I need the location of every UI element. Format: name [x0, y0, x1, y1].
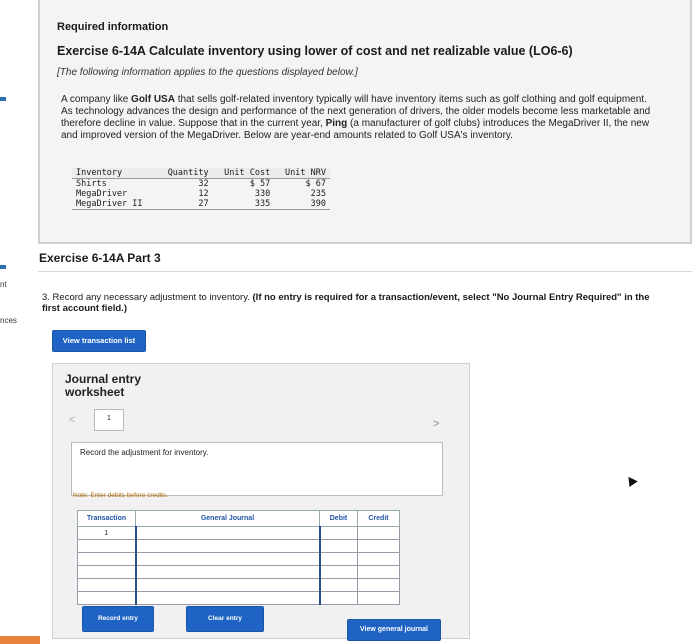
record-entry-button[interactable]: Record entry [82, 606, 154, 632]
required-information-panel [38, 0, 692, 244]
debit-field[interactable] [320, 592, 358, 605]
table-cell: 390 [274, 199, 330, 210]
instruction-text: 3. Record any necessary adjustment to inventory. [42, 292, 253, 303]
instruction-bold: (If no entry is required for a transaction/event, select "No Journal Entry Required" in the first account field.) [42, 292, 650, 314]
table-cell: 12 [198, 189, 209, 199]
table-cell: MegaDriver [76, 189, 128, 199]
body-text: that sells golf-related inventory typically will have inventory items such as golf clothing and golf equipment. As technology advances the design and performance of the next generation of drivers, the older models become less marketable and therefore decline in value. Suppose that in the current year, [61, 94, 651, 129]
journal-row [78, 592, 400, 605]
col-header: Unit NRV [274, 168, 330, 179]
journal-row [78, 553, 400, 566]
table-row [72, 199, 330, 210]
info-body [61, 94, 651, 142]
col-header-credit: Credit [358, 511, 400, 527]
worksheet-title [65, 373, 141, 399]
company-name: Golf USA [131, 94, 175, 105]
table-cell: 235 [310, 189, 326, 199]
journal-row [78, 527, 400, 540]
required-information-label: Required information [57, 21, 169, 33]
account-field[interactable] [136, 566, 320, 579]
journal-entry-worksheet [52, 363, 470, 639]
transaction-cell: 1 [78, 527, 136, 540]
table-cell: 335 [213, 199, 275, 210]
part-title: Exercise 6-14A Part 3 [39, 251, 161, 265]
margin-label-1: nt [0, 280, 7, 289]
exercise-title: Exercise 6-14A Calculate inventory using lower of cost and net realizable value (LO6-6) [57, 44, 573, 58]
info-note: [The following information applies to the questions displayed below.] [57, 67, 358, 78]
debit-field[interactable] [320, 553, 358, 566]
mouse-cursor-icon [624, 474, 637, 487]
margin-dash [0, 265, 6, 269]
left-margin [0, 0, 30, 644]
journal-header-row [78, 511, 400, 527]
table-header-row [72, 168, 330, 179]
table-cell: 32 [198, 179, 209, 189]
credit-field[interactable] [358, 540, 400, 553]
account-field[interactable] [136, 579, 320, 592]
transaction-cell [78, 592, 136, 605]
transaction-cell [78, 566, 136, 579]
debit-field[interactable] [320, 566, 358, 579]
worksheet-title-line: worksheet [65, 385, 125, 399]
journal-table [77, 510, 400, 605]
credit-field[interactable] [358, 592, 400, 605]
col-header-transaction: Transaction [78, 511, 136, 527]
transaction-cell [78, 540, 136, 553]
view-transaction-list-button[interactable]: View transaction list [52, 330, 146, 352]
part-instruction [42, 292, 662, 314]
chevron-right-icon[interactable]: > [433, 418, 440, 430]
margin-label-2: nces [0, 316, 17, 325]
inventory-table [72, 168, 330, 210]
col-header-general-journal: General Journal [136, 511, 320, 527]
col-header-debit: Debit [320, 511, 358, 527]
table-row [72, 189, 330, 199]
journal-row [78, 540, 400, 553]
account-field[interactable] [136, 553, 320, 566]
account-field[interactable] [136, 527, 320, 540]
col-header: Quantity [157, 168, 213, 179]
table-cell: MegaDriver II [72, 199, 157, 210]
margin-dash [0, 97, 6, 101]
table-cell: $ 57 [249, 179, 271, 189]
journal-row [78, 579, 400, 592]
credit-field[interactable] [358, 579, 400, 592]
account-field[interactable] [136, 592, 320, 605]
table-cell: 27 [157, 199, 213, 210]
col-header: Inventory [72, 168, 157, 179]
table-cell: 330 [254, 189, 271, 199]
credit-field[interactable] [358, 566, 400, 579]
view-general-journal-button[interactable]: View general journal [347, 619, 441, 641]
journal-row [78, 566, 400, 579]
transaction-cell [78, 553, 136, 566]
worksheet-page-tab[interactable]: 1 [94, 409, 124, 431]
debit-field[interactable] [320, 527, 358, 540]
debits-note: Note: Enter debits before credits. [73, 492, 169, 499]
debit-field[interactable] [320, 579, 358, 592]
debit-field[interactable] [320, 540, 358, 553]
body-text: (a manufacturer of golf clubs) introduces the MegaDriver II, the new and improved version of the MegaDriver. Below are year-end amounts related to Golf USA's inventory. [61, 118, 650, 141]
maker-name: Ping [325, 118, 348, 129]
credit-field[interactable] [358, 527, 400, 540]
transaction-cell [78, 579, 136, 592]
account-field[interactable] [136, 540, 320, 553]
credit-field[interactable] [358, 553, 400, 566]
worksheet-instruction-box [71, 442, 443, 496]
table-cell: $ 67 [305, 179, 326, 189]
bottom-accent [0, 636, 40, 644]
col-header: Unit Cost [213, 168, 275, 179]
chevron-left-icon[interactable]: < [69, 414, 76, 426]
body-text: A company like [61, 94, 132, 105]
table-cell: Shirts [76, 179, 107, 189]
table-row [72, 179, 330, 190]
clear-entry-button[interactable]: Clear entry [186, 606, 264, 632]
worksheet-title-line: Journal entry [65, 372, 142, 386]
worksheet-instruction: Record the adjustment for inventory. [80, 448, 209, 457]
divider [38, 271, 692, 272]
